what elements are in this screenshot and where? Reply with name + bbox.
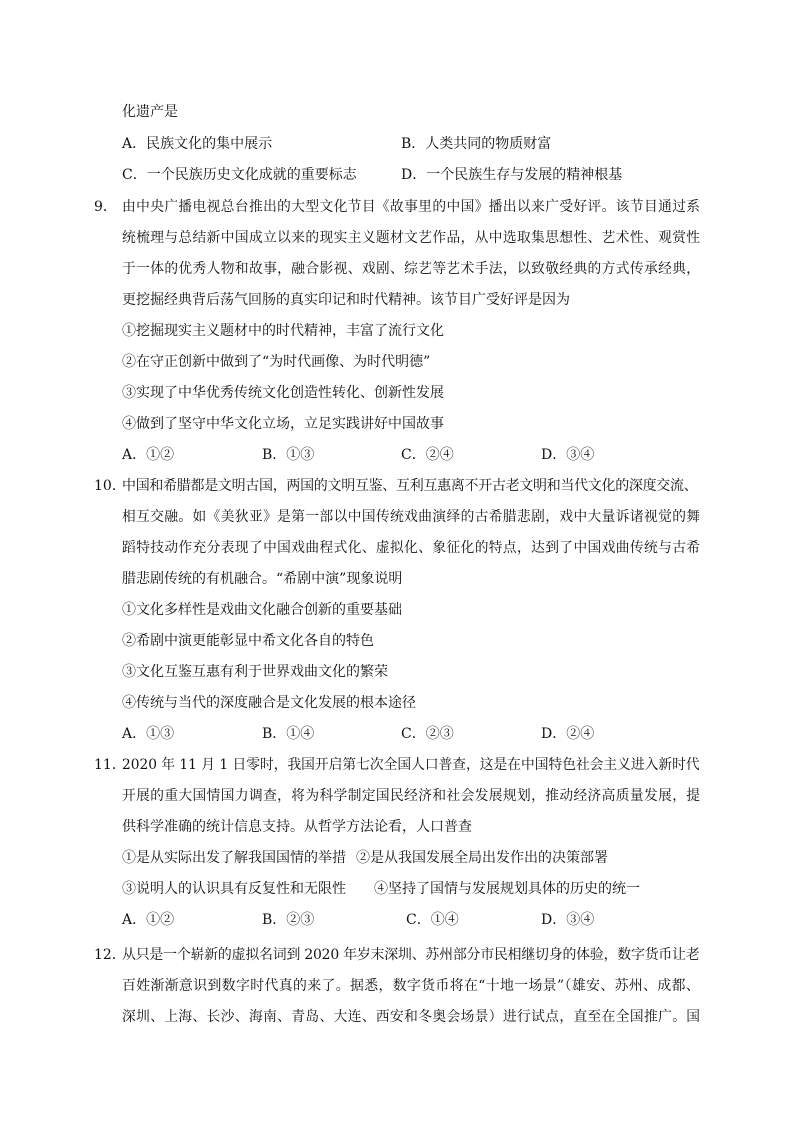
q11-stem-line-2: 开展的重大国情国力调查，将为科学制定国民经济和社会发展规划，推动经济高质量发展，提	[122, 788, 701, 804]
q11-number: 11．	[94, 757, 126, 773]
q9-stem-line-2: 统梳理与总结新中国成立以来的现实主义题材文艺作品，从中选取集思想性、艺术性、观赏性	[122, 230, 701, 246]
q9-statement-1: ①挖掘现实主义题材中的时代精神，丰富了流行文化	[122, 323, 444, 339]
q10-statement-3: ③文化互鉴互惠有利于世界戏曲文化的繁荣	[122, 664, 388, 680]
q8-option-c[interactable]: C．一个民族历史文化成就的重要标志	[122, 167, 357, 183]
q10-stem-line-4: 腊悲剧传统的有机融合。“希剧中演”现象说明	[122, 571, 403, 587]
q8-option-d[interactable]: D．一个民族生存与发展的精神根基	[401, 167, 623, 183]
q8-option-b[interactable]: B．人类共同的物质财富	[401, 136, 552, 152]
q10-option-a[interactable]: A．①③	[122, 726, 175, 742]
q12-stem-line-2: 百姓渐渐意识到数字时代真的来了。据悉，数字货币将在“十地一场景”（雄安、苏州、成都、	[122, 978, 701, 994]
q11-option-c[interactable]: C．①④	[406, 912, 459, 928]
q9-option-b[interactable]: B．①③	[262, 447, 315, 463]
q10-stem-line-2: 相互交融。如《美狄亚》是第一部以中国传统戏曲演绎的古希腊悲剧，戏中大量诉诸视觉的舞	[122, 509, 701, 525]
q11-option-b[interactable]: B．②③	[262, 912, 315, 928]
q11-stem-line-3: 供科学准确的统计信息支持。从哲学方法论看，人口普查	[122, 819, 472, 835]
q9-number: 9．	[94, 199, 117, 215]
q9-option-d[interactable]: D．③④	[541, 447, 595, 463]
q10-statement-4: ④传统与当代的深度融合是文化发展的根本途径	[122, 695, 416, 711]
q11-option-a[interactable]: A．①②	[122, 912, 175, 928]
q10-number: 10．	[94, 478, 126, 494]
q10-stem-line-3: 蹈特技动作充分表现了中国戏曲程式化、虚拟化、象征化的特点，达到了中国戏曲传统与古希	[122, 540, 701, 556]
q9-option-a[interactable]: A．①②	[122, 447, 175, 463]
q10-option-d[interactable]: D．②④	[541, 726, 595, 742]
q9-stem-line-4: 更挖掘经典背后荡气回肠的真实印记和时代精神。该节目广受好评是因为	[122, 292, 570, 308]
q8-stem-tail: 化遗产是	[122, 104, 178, 120]
q10-option-b[interactable]: B．①④	[262, 726, 315, 742]
q9-stem-line-3: 于一体的优秀人物和故事，融合影视、戏剧、综艺等艺术手法，以致敬经典的方式传承经典，	[122, 261, 701, 277]
q9-statement-3: ③实现了中华优秀传统文化创造性转化、创新性发展	[122, 385, 444, 401]
q11-statement-1: ①是从实际出发了解我国国情的举措	[122, 850, 346, 866]
q11-option-d[interactable]: D．③④	[541, 912, 595, 928]
q12-number: 12．	[94, 947, 126, 963]
q9-statement-4: ④做到了坚守中华文化立场，立足实践讲好中国故事	[122, 416, 444, 432]
q9-statement-2: ②在守正创新中做到了“为时代画像、为时代明德”	[122, 354, 431, 370]
q12-stem-line-1: 从只是一个崭新的虚拟名词到 2020 年岁末深圳、苏州部分市民相继切身的体验，数字货币让老	[122, 947, 700, 963]
q9-option-c[interactable]: C．②④	[401, 447, 454, 463]
q8-option-a[interactable]: A．民族文化的集中展示	[122, 136, 273, 152]
q11-stem-line-1: 2020 年 11 月 1 日零时，我国开启第七次全国人口普查，这是在中国特色社会主义进入新时代	[122, 757, 700, 773]
q11-statement-2: ②是从我国发展全局出发作出的决策部署	[356, 850, 608, 866]
q10-option-c[interactable]: C．②③	[401, 726, 454, 742]
q9-stem-line-1: 由中央广播电视总台推出的大型文化节目《故事里的中国》播出以来广受好评。该节目通过系	[122, 199, 701, 215]
q11-statement-3: ③说明人的认识具有反复性和无限性	[122, 881, 346, 897]
q10-statement-1: ①文化多样性是戏曲文化融合创新的重要基础	[122, 602, 402, 618]
q10-statement-2: ②希剧中演更能彰显中希文化各自的特色	[122, 633, 374, 649]
q10-stem-line-1: 中国和希腊都是文明古国，两国的文明互鉴、互利互惠离不开古老文明和当代文化的深度交流、	[122, 478, 698, 494]
q11-statement-4: ④坚持了国情与发展规划具体的历史的统一	[374, 881, 640, 897]
q12-stem-line-3: 深圳、上海、长沙、海南、青岛、大连、西安和冬奥会场景）进行试点，直至在全国推广。国	[122, 1009, 701, 1025]
